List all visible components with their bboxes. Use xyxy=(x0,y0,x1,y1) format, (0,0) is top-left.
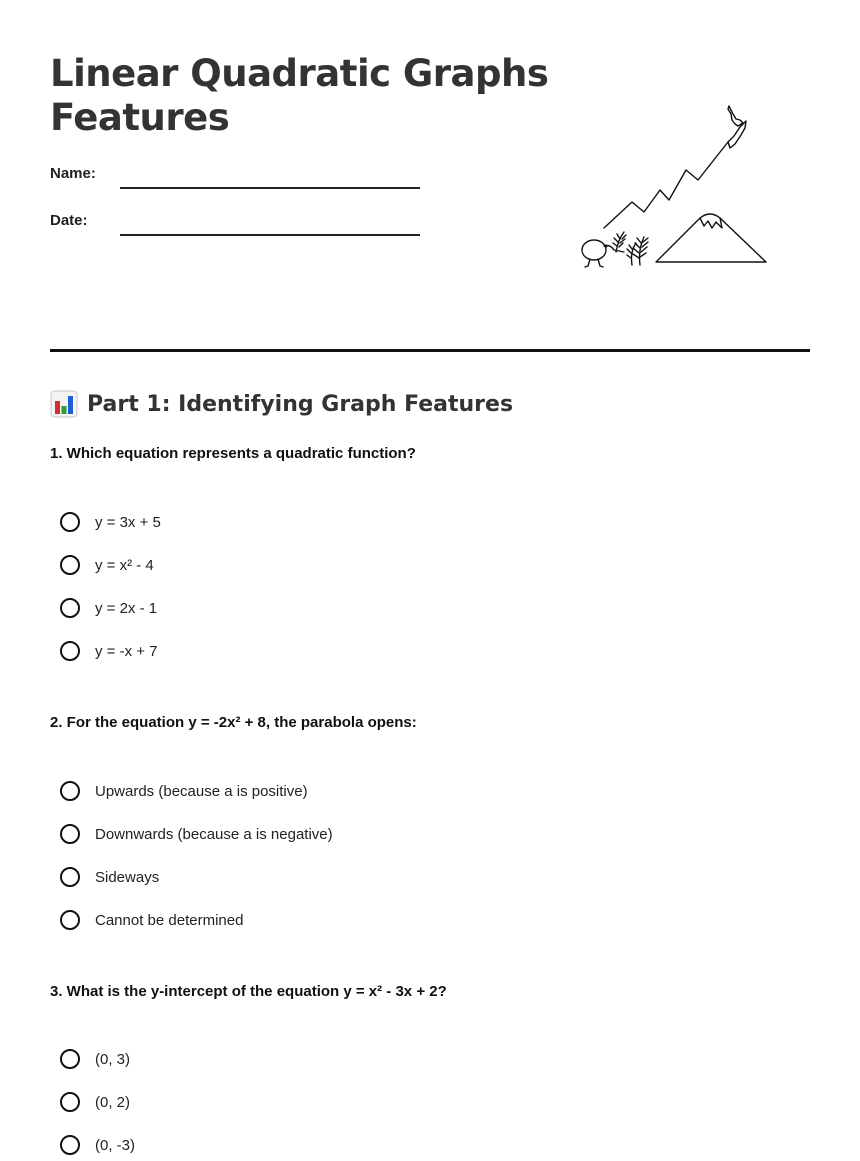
question-2: 2. For the equation y = -2x² + 8, the parabola opens: xyxy=(50,714,417,731)
q2-option-b[interactable] xyxy=(60,821,333,847)
option-label: (0, -3) xyxy=(95,1136,136,1154)
q3-option-b[interactable] xyxy=(60,1089,130,1115)
option-label: y = 3x + 5 xyxy=(95,513,161,531)
radio-button[interactable] xyxy=(60,910,80,930)
radio-button[interactable] xyxy=(60,598,80,618)
name-field xyxy=(50,165,420,189)
q2-option-d[interactable] xyxy=(60,907,243,933)
zigzag-line xyxy=(604,142,728,228)
name-line[interactable] xyxy=(120,187,420,189)
q1-option-d[interactable] xyxy=(60,638,158,664)
q1-option-b[interactable] xyxy=(60,552,154,578)
date-field xyxy=(50,212,420,236)
q2-option-c[interactable] xyxy=(60,864,159,890)
option-label: (0, 3) xyxy=(95,1050,131,1068)
option-label: Downwards (because a is negative) xyxy=(95,825,333,843)
bar-chart-icon xyxy=(50,390,78,418)
radio-button[interactable] xyxy=(60,781,80,801)
fern-icon xyxy=(613,232,648,265)
option-label: y = 2x - 1 xyxy=(95,599,158,617)
q3-option-c[interactable] xyxy=(60,1132,135,1158)
radio-button[interactable] xyxy=(60,1049,80,1069)
date-line[interactable] xyxy=(120,234,420,236)
q3-option-a[interactable] xyxy=(60,1046,130,1072)
q1-option-c[interactable] xyxy=(60,595,157,621)
radio-button[interactable] xyxy=(60,512,80,532)
section-divider xyxy=(50,349,810,352)
option-label: y = -x + 7 xyxy=(95,642,158,660)
date-label: Date: xyxy=(50,212,88,229)
radio-button[interactable] xyxy=(60,641,80,661)
nz-map-icon xyxy=(728,106,746,148)
name-label: Name: xyxy=(50,165,96,182)
radio-button[interactable] xyxy=(60,555,80,575)
section-heading xyxy=(50,388,513,420)
option-label: Sideways xyxy=(95,868,160,886)
section-title: Part 1: Identifying Graph Features xyxy=(87,391,514,417)
question-3: 3. What is the y-intercept of the equation y = x² - 3x + 2? xyxy=(50,983,447,1000)
radio-button[interactable] xyxy=(60,1135,80,1155)
option-label: Cannot be determined xyxy=(95,911,244,929)
radio-button[interactable] xyxy=(60,1092,80,1112)
page-title: Linear Quadratic Graphs Features xyxy=(50,52,549,139)
radio-button[interactable] xyxy=(60,824,80,844)
nz-illustration xyxy=(570,100,780,275)
option-label: (0, 2) xyxy=(95,1093,131,1111)
q1-option-a[interactable] xyxy=(60,509,161,535)
option-label: y = x² - 4 xyxy=(95,556,154,574)
question-1: 1. Which equation represents a quadratic function? xyxy=(50,445,416,462)
option-label: Upwards (because a is positive) xyxy=(95,782,308,800)
radio-button[interactable] xyxy=(60,867,80,887)
q2-option-a[interactable] xyxy=(60,778,308,804)
mountain-icon xyxy=(656,214,766,262)
